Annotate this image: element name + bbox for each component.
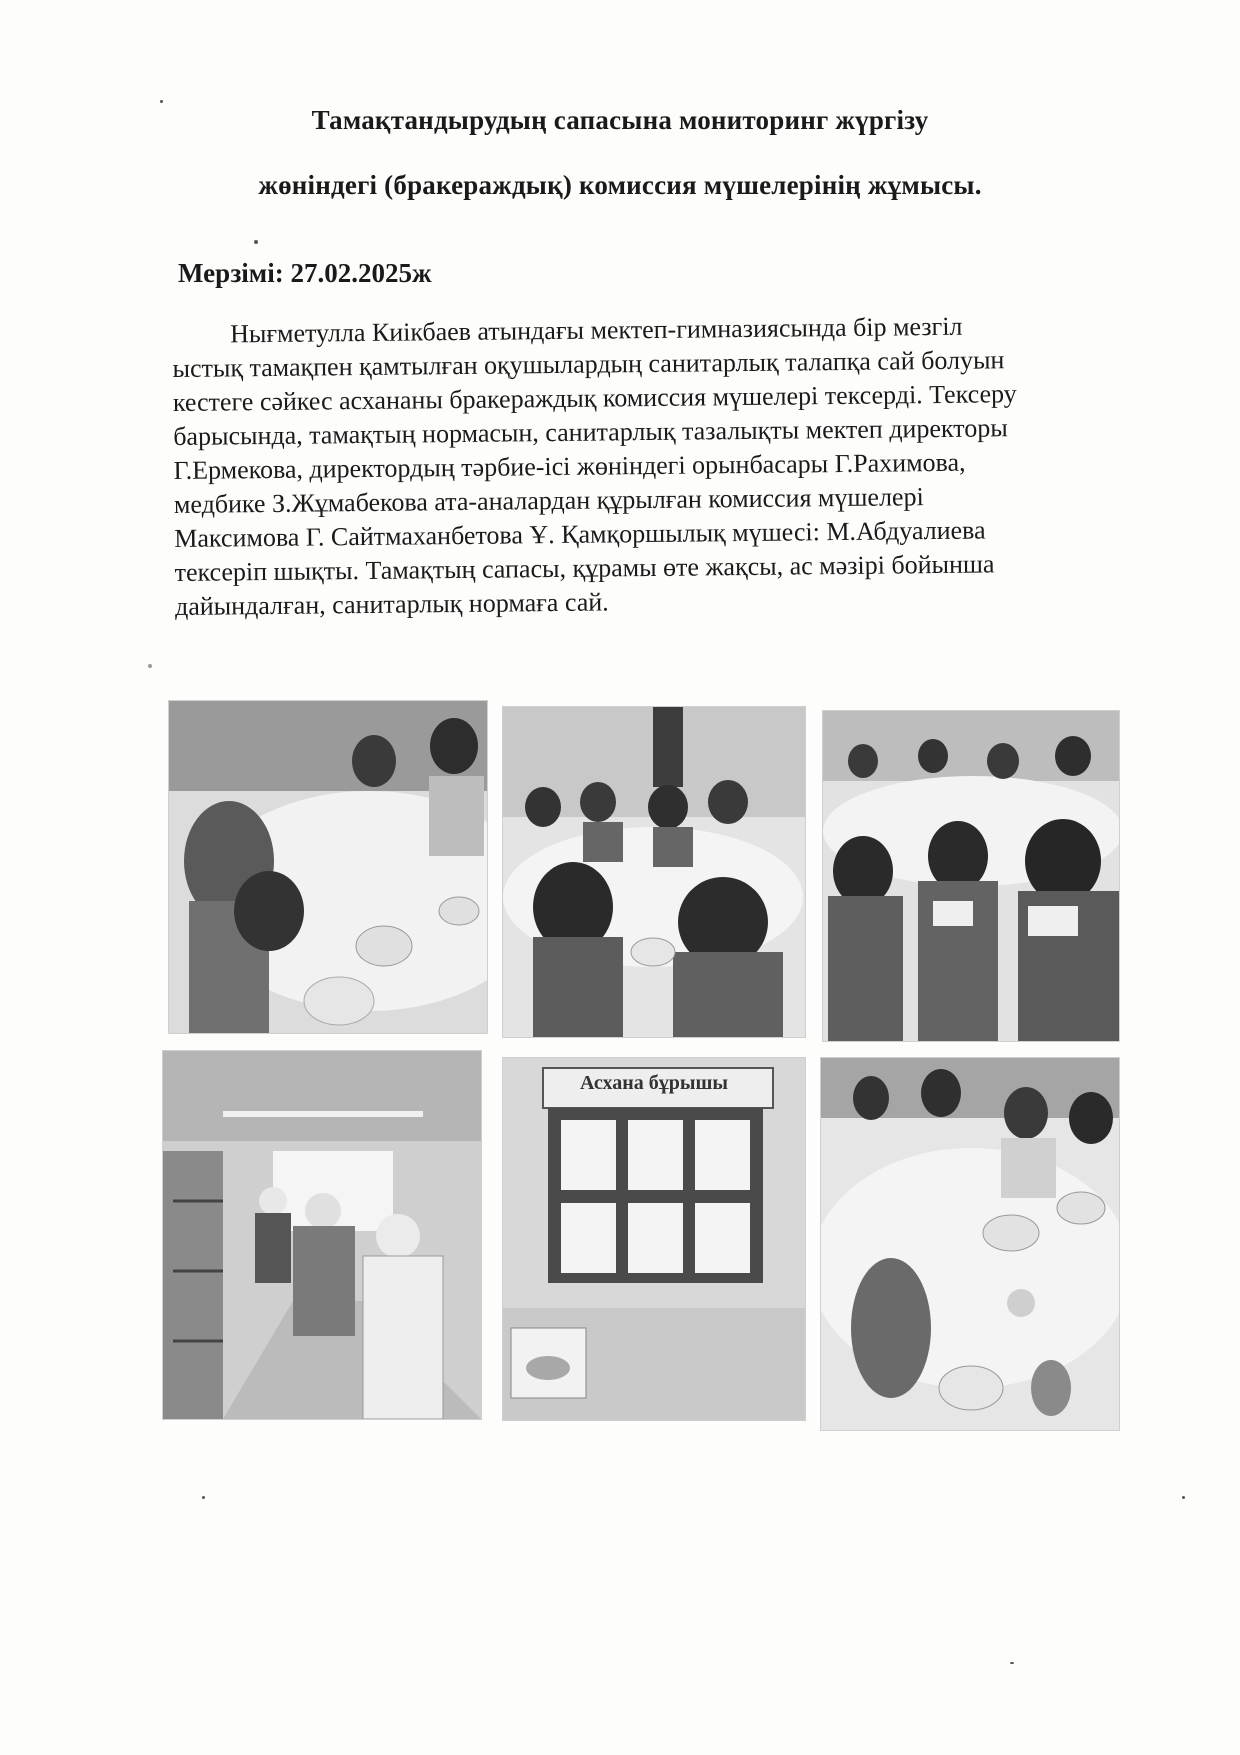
scan-speck [254, 240, 258, 244]
body-line: Нығметулла Киікбаев атындағы мектеп-гимназиясында бір мезгіл [230, 311, 963, 349]
photo-canteen-children-2 [502, 706, 806, 1038]
photo-canteen-children-3 [822, 710, 1120, 1042]
photo-kitchen-staff [162, 1050, 482, 1420]
photo-canteen-corner-board [502, 1057, 806, 1421]
document-title-line-2: жөніндегі (бракераждық) комиссия мүшелерінің жұмысы. [258, 170, 982, 200]
scan-speck [1010, 1662, 1014, 1664]
body-line: кестеге сәйкес асхананы бракераждық комиссия мүшелері тексерді. Тексеру [172, 379, 1017, 417]
scan-speck [202, 1496, 205, 1499]
body-line: Максимова Г. Сайтмаханбетова Ұ. Қамқоршылық мүшесі: М.Абдуалиева [174, 515, 986, 553]
body-line: медбике З.Жұмабекова ата-аналардан құрылған комиссия мүшелері [173, 482, 924, 519]
photo-canteen-children-1 [168, 700, 488, 1034]
document-title-line-1: Тамақтандырудың сапасына мониторинг жүргізу [311, 105, 929, 135]
date-line: Мерзімі: 27.02.2025ж [178, 258, 432, 288]
body-paragraph [172, 308, 1135, 624]
scan-speck [1182, 1496, 1185, 1499]
photo-canteen-children-4 [820, 1057, 1120, 1431]
body-line: барысында, тамақтың нормасын, санитарлық тазалықты мектеп директоры [173, 413, 1008, 451]
scan-speck [148, 664, 152, 668]
body-line: дайындалған, санитарлық нормаға сай. [174, 587, 609, 621]
body-line: ыстық тамақпен қамтылған оқушылардың санитарлық талапқа сай болуын [172, 345, 1005, 383]
body-line: Г.Ермекова, директордың тәрбие-ісі жөніндегі орынбасары Г.Рахимова, [173, 447, 966, 485]
board-title: Асхана бұрышы [579, 1072, 729, 1094]
body-line: тексеріп шықты. Тамақтың сапасы, құрамы өте жақсы, ас мәзірі бойынша [174, 549, 995, 587]
scan-speck [160, 100, 163, 103]
